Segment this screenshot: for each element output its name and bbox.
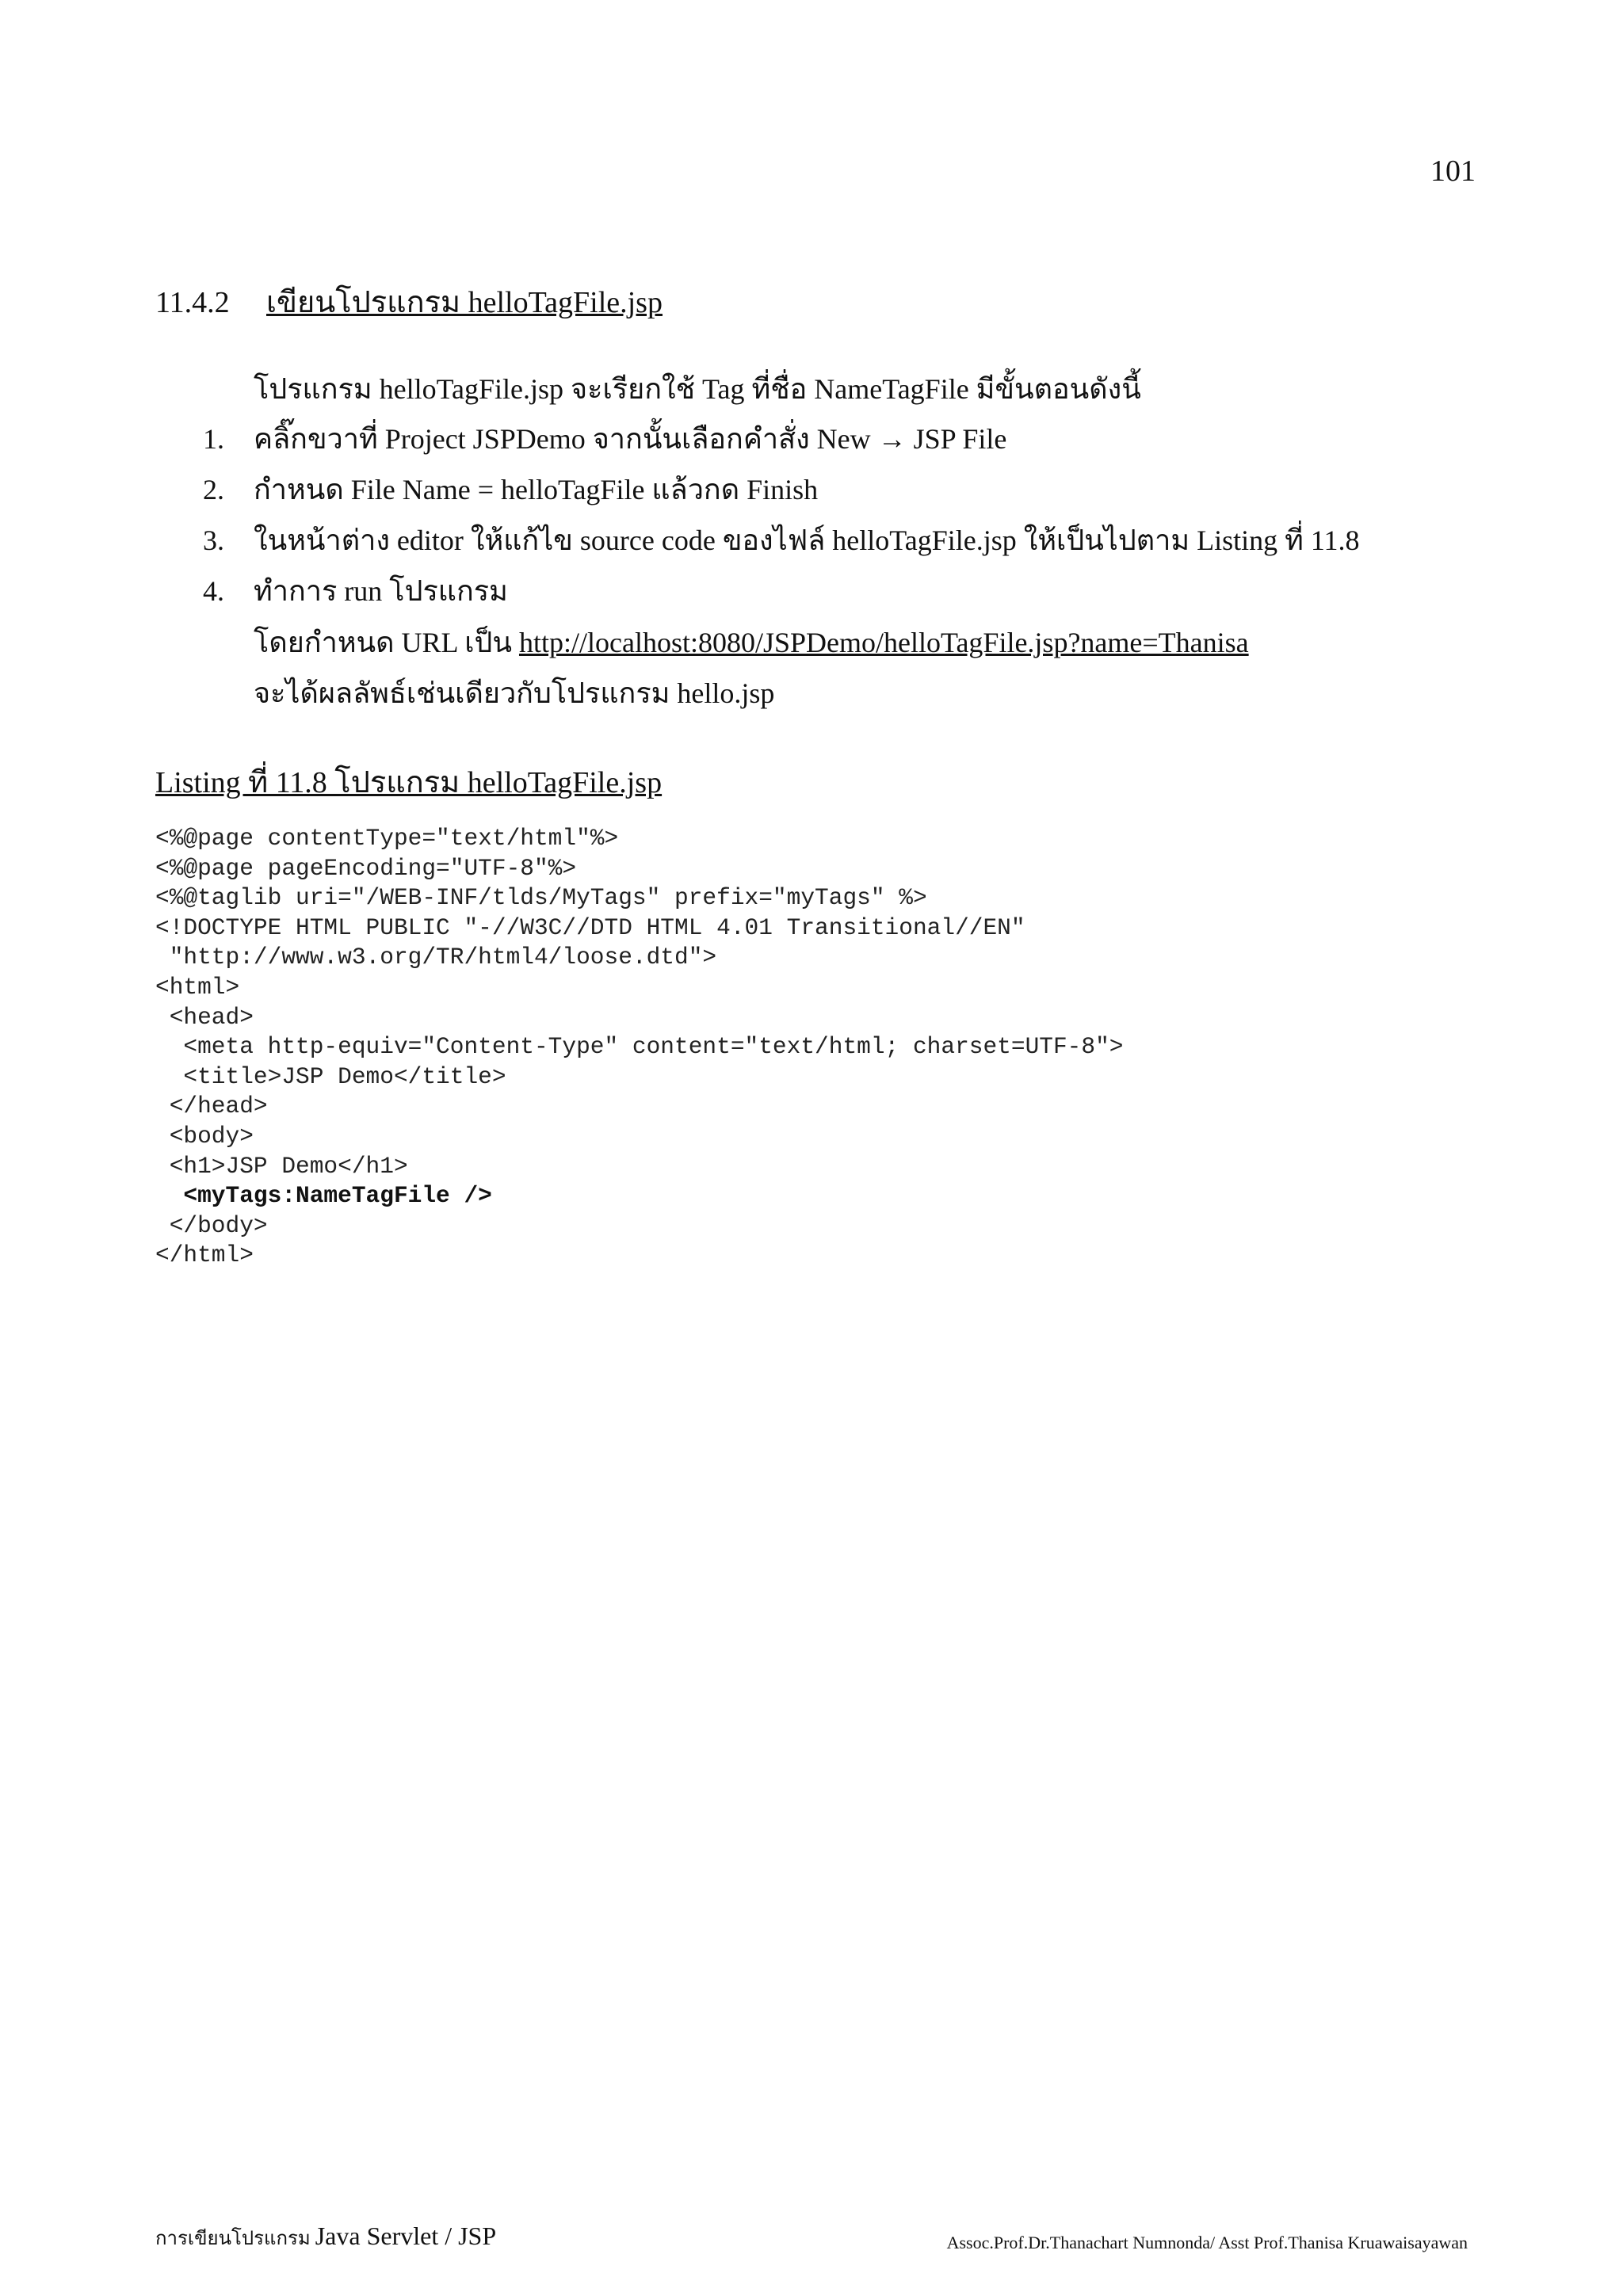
code-listing bbox=[155, 824, 1124, 1271]
steps-list bbox=[203, 417, 1360, 620]
footer-authors: Assoc.Prof.Dr.Thanachart Numnonda/ Asst Prof.Thanisa Kruawaisayawan bbox=[946, 2233, 1468, 2252]
localhost-url-link[interactable]: http://localhost:8080/JSPDemo/helloTagFile.jsp?name=Thanisa bbox=[518, 627, 1249, 658]
step-text: กำหนด File Name = helloTagFile แล้วกด Finish bbox=[254, 474, 819, 505]
list-item bbox=[203, 569, 1360, 620]
code-line: "http://www.w3.org/TR/html4/loose.dtd"> bbox=[155, 944, 717, 971]
code-line: <meta http-equiv="Content-Type" content="text/html; charset=UTF-8"> bbox=[155, 1033, 1124, 1061]
step4-url-line bbox=[254, 620, 1249, 665]
code-line: <body> bbox=[155, 1122, 254, 1150]
step4-result-line: จะได้ผลลัพธ์เช่นเดียวกับโปรแกรม hello.jsp bbox=[254, 677, 775, 709]
code-line-highlighted: <myTags:NameTagFile /> bbox=[155, 1182, 492, 1210]
footer-thai-label: การเขียนโปรแกรม bbox=[155, 2229, 315, 2249]
list-item bbox=[203, 518, 1360, 569]
code-line: <html> bbox=[155, 973, 240, 1001]
page-number: 101 bbox=[1430, 154, 1476, 188]
intro-paragraph: โปรแกรม helloTagFile.jsp จะเรียกใช้ Tag ที่ชื่อ NameTagFile มีขั้นตอนดังนี้ bbox=[254, 373, 1141, 405]
code-line: <head> bbox=[155, 1003, 254, 1031]
step-text: ในหน้าต่าง editor ให้แก้ไข source code ของไฟล์ helloTagFile.jsp ให้เป็นไปตาม Listing ที่ 11.8 bbox=[254, 524, 1360, 556]
step-number: 3. bbox=[203, 524, 224, 556]
section-number: 11.4.2 bbox=[155, 286, 230, 319]
code-line: </html> bbox=[155, 1241, 254, 1269]
code-line: <title>JSP Demo</title> bbox=[155, 1062, 506, 1090]
step-text: ทำการ run โปรแกรม bbox=[254, 575, 508, 607]
code-line: <%@taglib uri="/WEB-INF/tlds/MyTags" prefix="myTags" %> bbox=[155, 884, 927, 912]
code-line: </head> bbox=[155, 1093, 268, 1120]
code-line: <%@page contentType="text/html"%> bbox=[155, 825, 619, 852]
step-text: คลิ๊กขวาที่ Project JSPDemo จากนั้นเลือกคำสั่ง New → JSP File bbox=[254, 423, 1007, 455]
section-title: เขียนโปรแกรม helloTagFile.jsp bbox=[266, 286, 663, 319]
list-item bbox=[203, 467, 1360, 518]
step-number: 2. bbox=[203, 474, 224, 505]
list-item bbox=[203, 417, 1360, 467]
step-number: 1. bbox=[203, 423, 224, 455]
code-line: </body> bbox=[155, 1211, 268, 1239]
listing-heading: Listing ที่ 11.8 โปรแกรม helloTagFile.jsp bbox=[155, 766, 663, 799]
code-line: <h1>JSP Demo</h1> bbox=[155, 1152, 408, 1180]
section-heading bbox=[155, 277, 663, 326]
url-prefix: โดยกำหนด URL เป็น bbox=[254, 627, 519, 658]
footer-left bbox=[155, 2222, 496, 2253]
code-line: <!DOCTYPE HTML PUBLIC "-//W3C//DTD HTML 4.01 Transitional//EN" bbox=[155, 913, 1025, 941]
footer-course-title: Java Servlet / JSP bbox=[315, 2222, 497, 2250]
step-number: 4. bbox=[203, 575, 224, 607]
code-line: <%@page pageEncoding="UTF-8"%> bbox=[155, 854, 577, 882]
